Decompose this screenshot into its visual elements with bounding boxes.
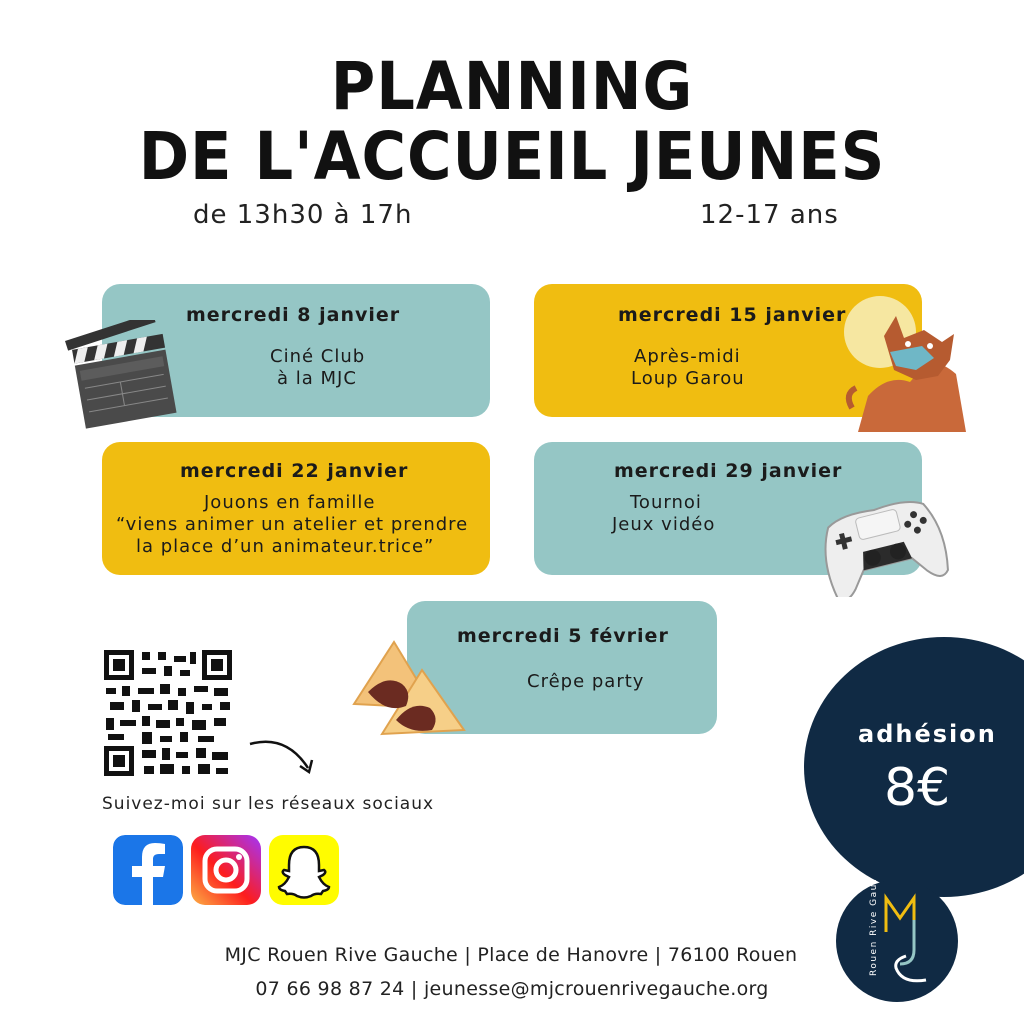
footer-contact: 07 66 98 87 24 | jeunesse@mjcrouenrivegauche.org (255, 978, 769, 1000)
event-card-3 (102, 442, 490, 575)
qr-code-icon (102, 648, 234, 778)
event-date: mercredi 29 janvier (614, 460, 843, 482)
title-line-2: DE L'ACCUEIL JEUNES (138, 118, 886, 195)
social-follow-text: Suivez-moi sur les réseaux sociaux (102, 794, 435, 814)
membership-label: adhésion (858, 720, 997, 748)
event-line: “viens animer un atelier et prendre (116, 514, 469, 535)
event-line: Loup Garou (631, 368, 745, 389)
event-line: Tournoi (630, 492, 702, 513)
werewolf-icon (838, 296, 970, 432)
title-line-1: PLANNING (330, 48, 694, 125)
instagram-icon[interactable] (191, 835, 261, 905)
event-date: mercredi 15 janvier (618, 304, 847, 326)
event-date: mercredi 22 janvier (180, 460, 409, 482)
clapperboard-icon (60, 320, 180, 435)
event-line: Ciné Club (270, 346, 366, 367)
gamepad-icon (815, 485, 950, 597)
arrow-icon (246, 732, 320, 782)
logo-text: Rouen Rive Gauche (869, 880, 879, 976)
event-date: mercredi 5 février (457, 625, 669, 647)
event-line: à la MJC (277, 368, 357, 389)
hours-text: de 13h30 à 17h (193, 200, 413, 230)
event-line: Jouons en famille (204, 492, 376, 513)
event-line: Après-midi (634, 346, 741, 367)
footer-address: MJC Rouen Rive Gauche | Place de Hanovre | 76100 Rouen (224, 944, 798, 966)
snapchat-icon[interactable] (269, 835, 339, 905)
membership-price: 8€ (884, 758, 951, 818)
event-date: mercredi 8 janvier (186, 304, 401, 326)
event-line: Jeux vidéo (612, 514, 716, 535)
ages-text: 12-17 ans (700, 200, 839, 230)
event-line: Crêpe party (527, 671, 645, 692)
event-line: la place d’un animateur.trice” (136, 536, 435, 557)
facebook-icon[interactable] (113, 835, 183, 905)
crepe-icon (346, 634, 476, 744)
